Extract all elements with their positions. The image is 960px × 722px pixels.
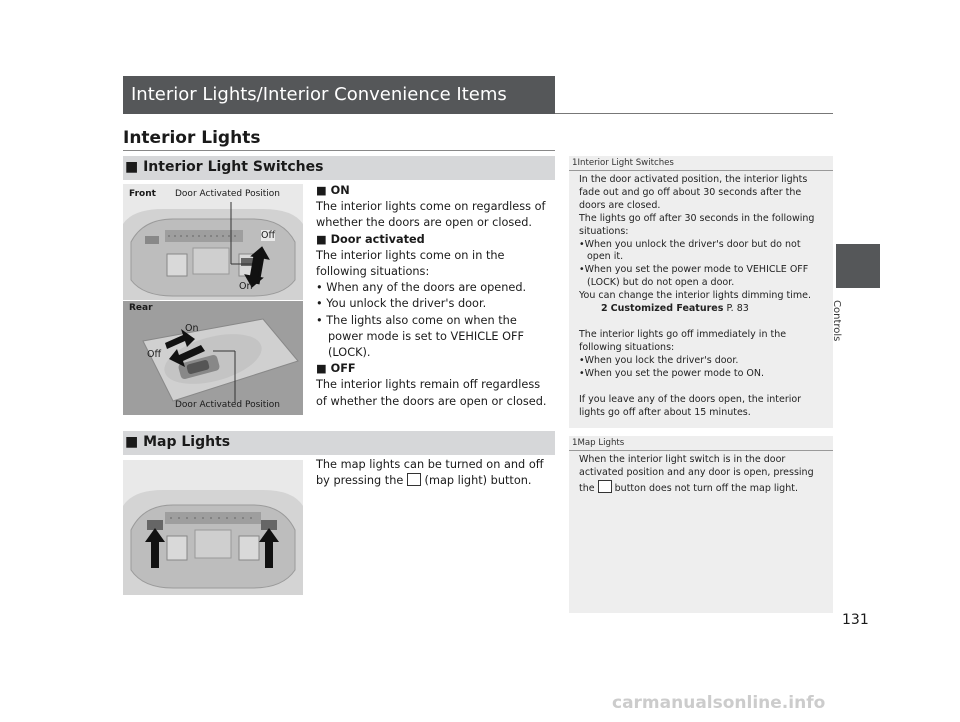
chapter-title: Interior Lights/Interior Convenience Items <box>131 84 507 105</box>
on-text: The interior lights come on regardless of whether the doors are open or closed. <box>316 200 546 230</box>
sidebar-item: •When you lock the driver's door. <box>579 354 739 366</box>
sidebar-note-switches <box>569 156 833 428</box>
sidebar-rule <box>569 450 833 451</box>
chapter-tab-label: Controls <box>831 300 842 342</box>
map-lights-console-illustration <box>123 460 303 595</box>
front-console-illustration <box>123 184 303 300</box>
chapter-title-bar <box>123 76 555 114</box>
sidebar-paragraph: The lights go off after 30 seconds in the following situations: <box>579 212 815 237</box>
on-label-rear: On <box>185 323 199 334</box>
door-activated-text: The interior lights come on in the following situations: <box>316 248 505 279</box>
page-number: 131 <box>842 612 869 628</box>
customized-features-link[interactable] <box>579 303 825 316</box>
sidebar-paragraph: The interior lights go off immediately in the following situations: <box>579 328 787 353</box>
sidebar-item: •When you set the power mode to ON. <box>579 367 765 379</box>
switch-description <box>316 183 554 410</box>
off-label-rear: Off <box>147 349 162 360</box>
door-activated-heading: ■ Door activated <box>316 232 425 246</box>
sidebar-map-text-after: button does not turn off the map light. <box>614 482 798 494</box>
reference-arrow-icon: 2 <box>601 303 608 315</box>
reference-title: Customized Features <box>610 303 724 315</box>
on-label-front: On <box>239 281 253 292</box>
door-activated-item: • When any of the doors are opened. <box>316 281 527 295</box>
off-text: The interior lights remain off regardless of whether the doors are open or closed. <box>316 378 547 408</box>
chapter-tab[interactable] <box>836 244 880 288</box>
sidebar-switches-text <box>579 174 825 419</box>
map-lights-figure <box>123 460 303 595</box>
sidebar-switches-title: 1Interior Light Switches <box>572 158 674 168</box>
map-lights-heading: ■ Map Lights <box>123 431 555 455</box>
front-label: Front <box>129 189 156 199</box>
front-switch-figure <box>123 184 303 300</box>
sidebar-paragraph: If you leave any of the doors open, the interior lights go off after about 15 minutes. <box>579 393 802 418</box>
sidebar-item: •When you set the power mode to VEHICLE OFF (LOCK) but do not open a door. <box>579 264 809 289</box>
off-heading: ■ OFF <box>316 362 356 376</box>
door-activated-item: • You unlock the driver's door. <box>316 297 487 311</box>
map-lights-description <box>316 457 554 489</box>
map-lights-text-after: (map light) button. <box>424 474 532 488</box>
watermark: carmanualsonline.info <box>612 693 826 713</box>
section-rule <box>123 150 555 151</box>
sidebar-paragraph: In the door activated position, the interior lights fade out and go off about 30 seconds after the doors are closed. <box>579 174 808 211</box>
sidebar-paragraph: You can change the interior lights dimming time. <box>579 290 811 302</box>
off-label-front: Off <box>261 230 276 241</box>
door-activated-position-label-rear: Door Activated Position <box>175 400 281 410</box>
sidebar-map-text <box>579 454 825 496</box>
map-lights-text-before: The map lights can be turned on and off by pressing the <box>316 458 544 488</box>
sidebar-item: •When you unlock the driver's door but do not open it. <box>579 238 801 263</box>
rear-label: Rear <box>129 303 153 313</box>
map-light-button-icon <box>598 480 612 493</box>
rear-switch-figure <box>123 301 303 415</box>
door-activated-item: • The lights also come on when the power mode is set to VEHICLE OFF (LOCK). <box>316 313 525 360</box>
sidebar-map-title: 1Map Lights <box>572 438 625 448</box>
on-heading: ■ ON <box>316 184 350 197</box>
reference-page: P. 83 <box>726 303 749 315</box>
sidebar-rule <box>569 170 833 171</box>
door-activated-position-label-front: Door Activated Position <box>175 189 281 199</box>
interior-light-switches-heading: ■ Interior Light Switches <box>123 156 555 180</box>
header-rule <box>555 113 833 114</box>
sidebar-note-map-lights <box>569 436 833 613</box>
map-light-button-icon <box>407 473 421 486</box>
section-title: Interior Lights <box>123 128 261 148</box>
sidebar-map-text-before: When the interior light switch is in the door activated position and any door is open, pressing the <box>579 454 814 494</box>
